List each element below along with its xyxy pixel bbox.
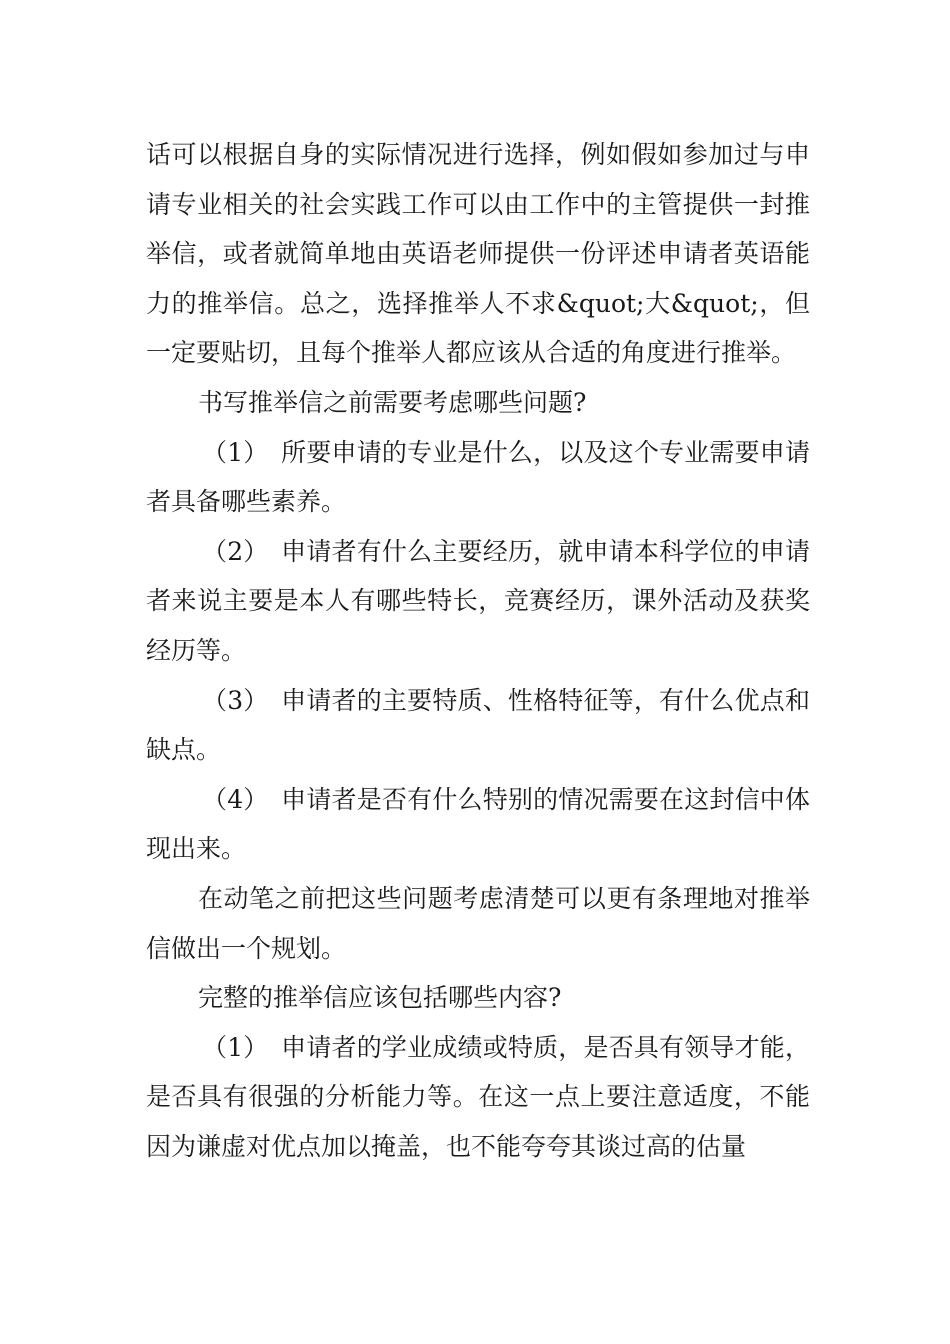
paragraph-heading-contents: 完整的推举信应该包括哪些内容? bbox=[198, 983, 562, 1013]
document-body bbox=[146, 130, 810, 1171]
paragraph-heading-questions: 书写推举信之前需要考虑哪些问题? bbox=[198, 387, 587, 417]
paragraph-content-1: （1） 申请者的学业成绩或特质，是否具有领导才能，是否具有很强的分析能力等。在这一点上要注意适度，不能因为谦虚对优点加以掩盖，也不能夸夸其谈过高的估量 bbox=[146, 1032, 810, 1161]
paragraph-question-4: （4） 申请者是否有什么特别的情况需要在这封信中体现出来。 bbox=[146, 784, 810, 864]
paragraph-recommender-choice: 话可以根据自身的实际情况进行选择，例如假如参加过与申请专业相关的社会实践工作可以由工作中的主管提供一封推举信，或者就简单地由英语老师提供一份评述申请者英语能力的推举信。总之，选择推举人不求&quot;大&quot;，但一定要贴切，且每个推举人都应该从合适的角度进行推举。 bbox=[146, 140, 810, 368]
paragraph-planning-note: 在动笔之前把这些问题考虑清楚可以更有条理地对推举信做出一个规划。 bbox=[146, 883, 810, 963]
paragraph-question-2: （2） 申请者有什么主要经历，就申请本科学位的申请者来说主要是本人有哪些特长，竞赛经历，课外活动及获奖经历等。 bbox=[146, 536, 810, 665]
paragraph-question-3: （3） 申请者的主要特质、性格特征等，有什么优点和缺点。 bbox=[146, 685, 810, 765]
paragraph-question-1: （1） 所要申请的专业是什么，以及这个专业需要申请者具备哪些素养。 bbox=[146, 437, 810, 517]
